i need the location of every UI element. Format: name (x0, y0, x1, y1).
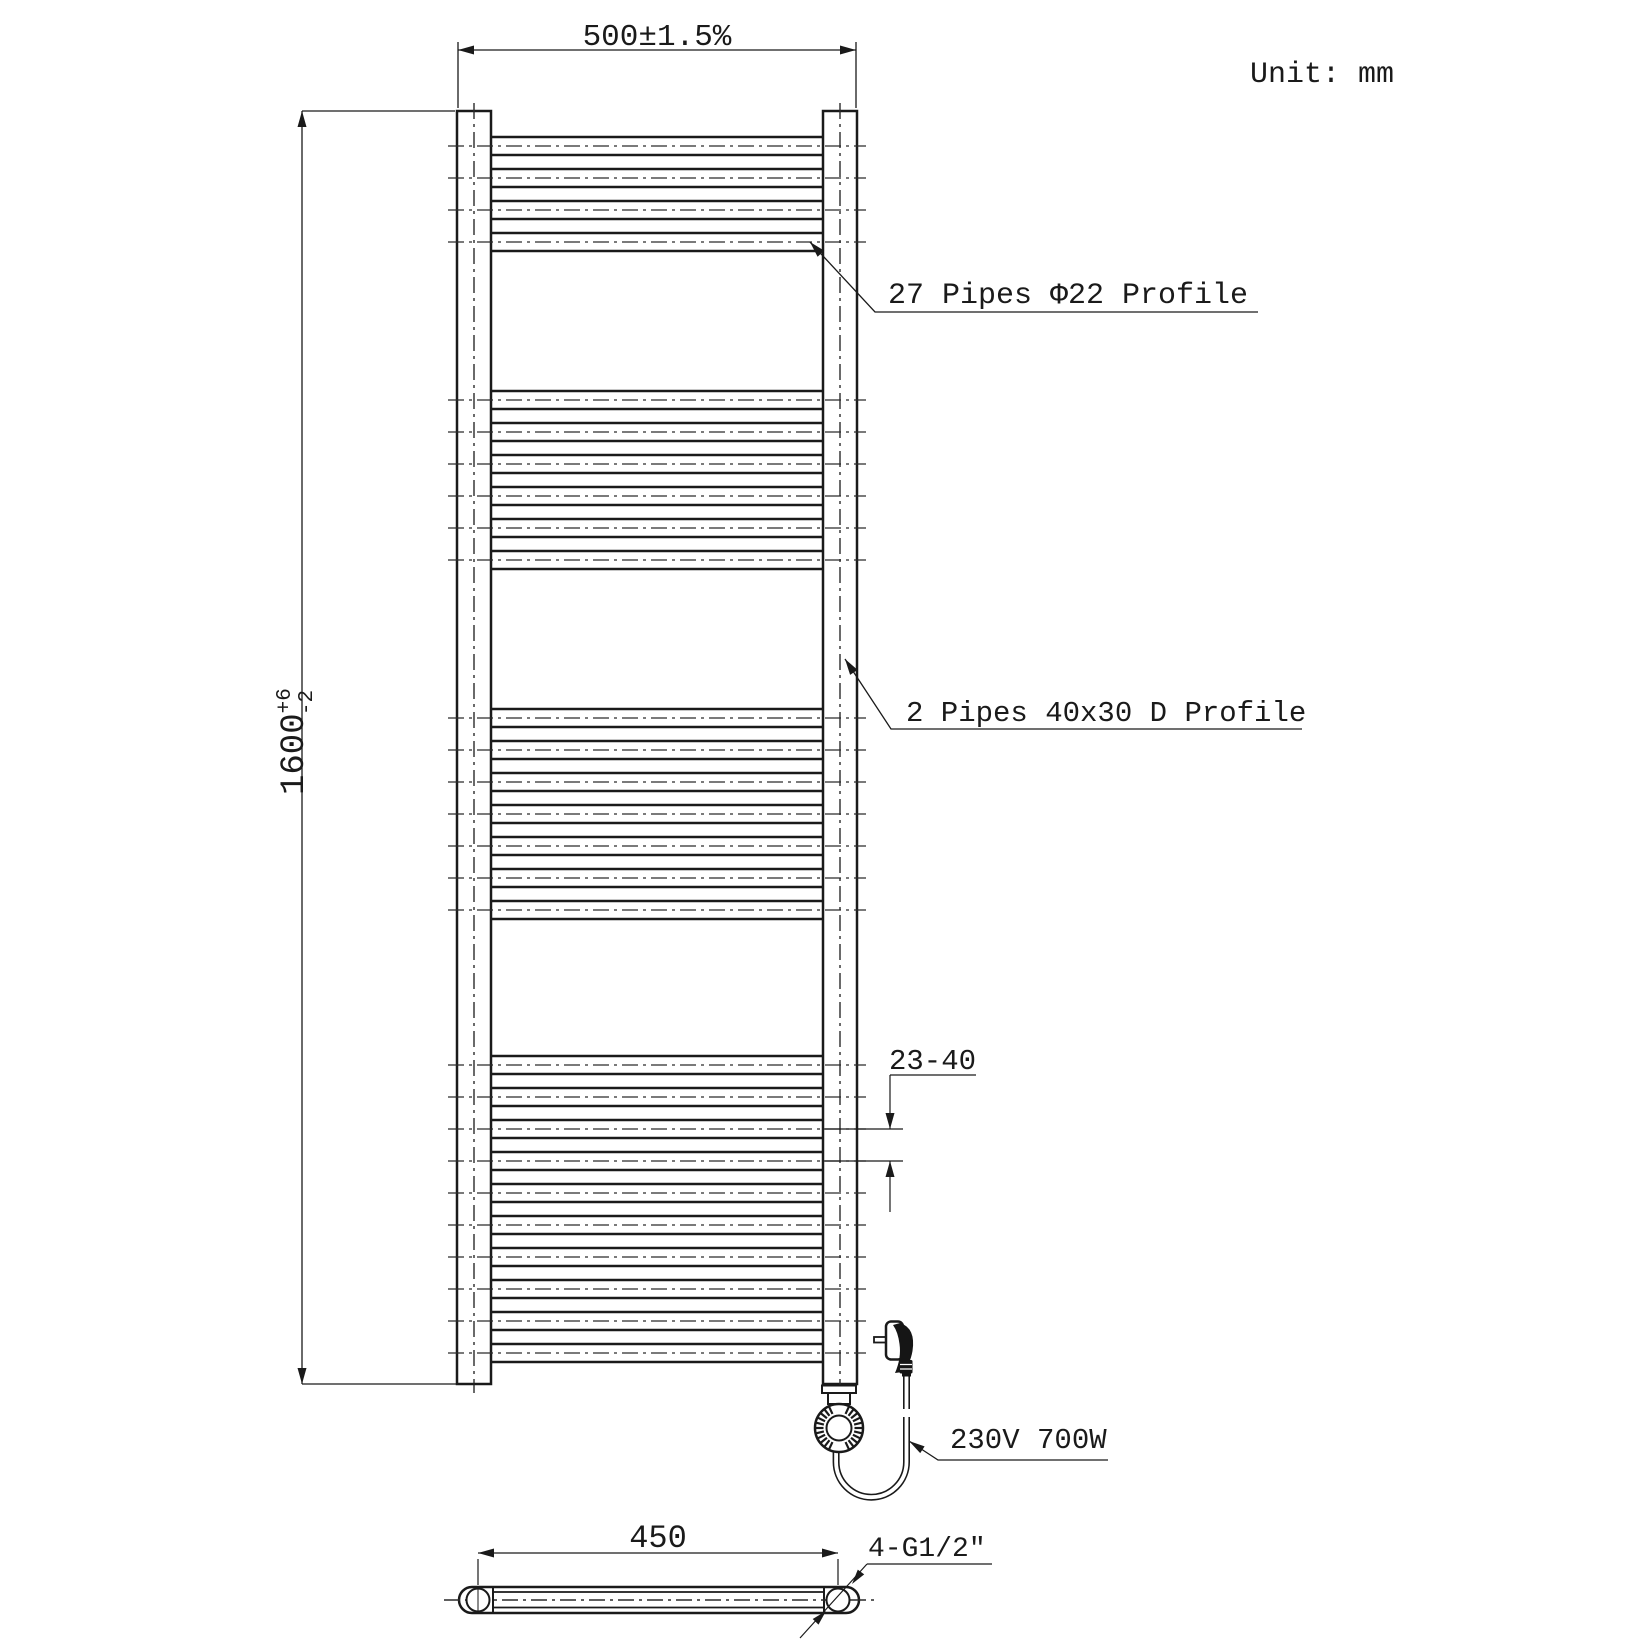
pitch-text: 23-40 (889, 1045, 977, 1078)
power-rating-label: 230V 700W (950, 1424, 1107, 1457)
plug-gland (900, 1360, 913, 1374)
dim-width-arrow-right (840, 46, 856, 55)
annotation-side-profile (845, 659, 1306, 730)
side-profile-label: 2 Pipes 40x30 D Profile (906, 697, 1307, 730)
dim-height-text: $1600^{+6}-2$ (274, 688, 319, 795)
plug-gland-neck (902, 1373, 911, 1377)
pipe-count-label: 27 Pipes Φ22 Profile (888, 279, 1249, 313)
annotation-power-rating (909, 1424, 1108, 1460)
dim-width-text: 500±1.5% (582, 20, 732, 55)
dim-height-arrow-bottom (298, 1368, 307, 1384)
dim-width (458, 20, 856, 108)
unit-label: Unit: mm (1250, 58, 1395, 92)
dim-bottom-centers (478, 1520, 838, 1585)
dim-bottom-text: 450 (629, 1520, 687, 1557)
connections-arrow-upper (852, 1570, 864, 1584)
annotation-pipe-count (810, 242, 1258, 313)
element-knob-inner (827, 1416, 852, 1441)
pitch-arrow-upper (886, 1113, 895, 1129)
power-plug-icon (874, 1322, 913, 1377)
connections-label: 4-G1/2″ (868, 1534, 986, 1565)
power-leader-arrow (909, 1441, 925, 1453)
dim-bottom-extension-lines (478, 1559, 838, 1585)
dim-width-arrow-left (458, 46, 474, 55)
front-view (448, 103, 866, 1412)
pitch-arrow-lower (886, 1161, 895, 1177)
bottom-right-connection (827, 1589, 850, 1612)
element-flange-upper (822, 1386, 856, 1394)
element-neck (828, 1393, 850, 1404)
pipe-centerlines (448, 146, 866, 1353)
heating-element-assembly (815, 1376, 907, 1497)
bottom-view (444, 1586, 876, 1614)
dim-bottom-arrow-right (822, 1549, 838, 1558)
dim-bottom-arrow-left (478, 1549, 494, 1558)
dim-height-arrow-top (298, 111, 307, 127)
